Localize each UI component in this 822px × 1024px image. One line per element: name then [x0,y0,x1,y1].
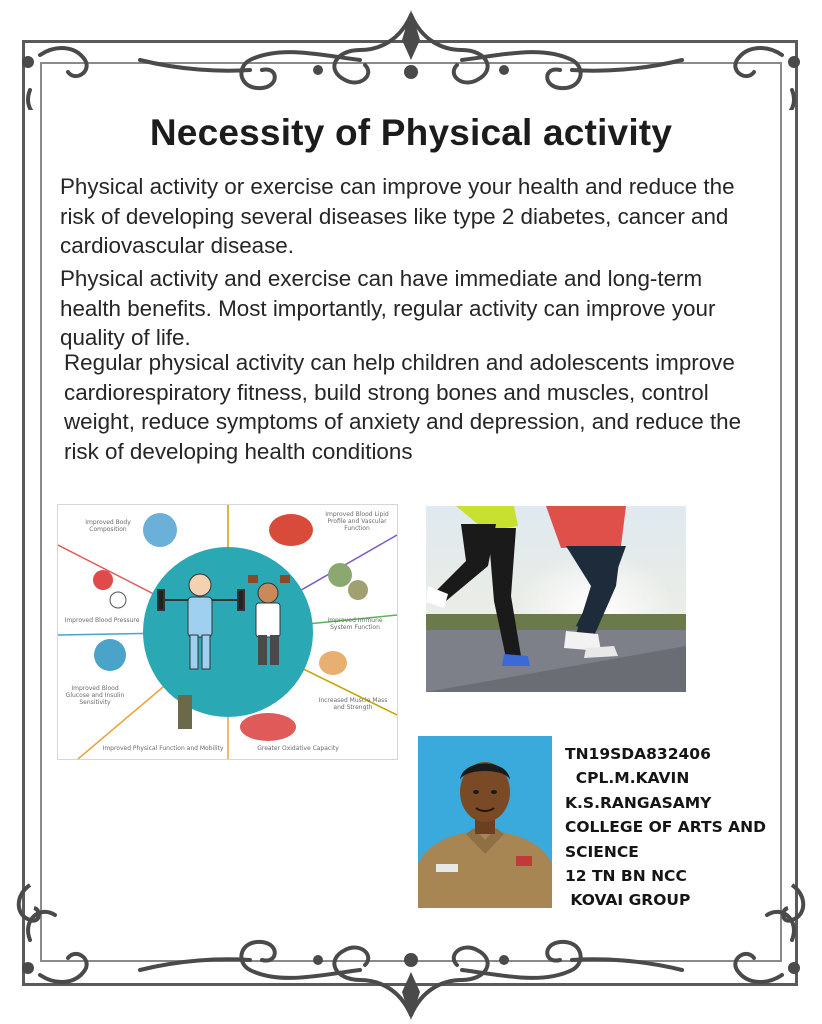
ncc-battalion: 12 TN BN NCC [565,867,687,886]
cadet-avatar-icon [418,736,552,908]
paragraph-children: Regular physical activity can help children and adolescents improve cardiorespiratory fitness, build strong bones and muscles, control weight, reduce symptoms of anxiety and depression, and reduce the risk of developing health conditions [64,350,742,464]
left-flourish-icon [10,880,50,940]
cadet-name: CPL.M.KAVIN [565,769,690,788]
cadet-regimental-number: TN19SDA832406 [565,745,711,763]
bottom-scroll-ornament-icon [0,900,822,1024]
paragraph-benefits: Physical activity and exercise can have immediate and long-term health benefits. Most importantly, regular activity can improve your quality of life. [60,266,716,350]
label-body-composition: Improved Body Composition [85,519,131,533]
college-name-line-1: K.S.RANGASAMY [565,793,712,812]
college-name-line-2: COLLEGE OF ARTS AND [565,818,766,837]
top-scroll-ornament-icon [0,0,822,110]
label-blood-lipid: Improved Blood Lipid Profile and Vascular Function [325,511,389,532]
cadet-details [565,742,765,913]
cadet-portrait-photo [418,736,552,908]
runners-photo [426,506,686,692]
running-legs-icon [426,506,686,692]
label-immune-system: Improved Immune System Function [327,617,383,631]
paragraph-health-risk: Physical activity or exercise can improve your health and reduce the risk of developing several diseases like type 2 diabetes, cancer and cardiovascular disease. [60,174,735,258]
benefits-infographic [57,504,398,760]
right-flourish-icon [772,880,812,940]
label-physical-function: Improved Physical Function and Mobility [102,745,224,752]
label-muscle-mass: Increased Muscle Mass and Strength [318,697,388,711]
ncc-group: KOVAI GROUP [565,891,691,910]
label-oxidative-capacity: Greater Oxidative Capacity [257,745,339,752]
label-blood-glucose: Improved Blood Glucose and Insulin Sensitivity [65,685,125,706]
page-title: Necessity of Physical activity [149,112,673,153]
college-name-line-3: SCIENCE [565,842,639,861]
benefits-wheel-icon [58,505,397,759]
label-blood-pressure: Improved Blood Pressure [64,617,140,624]
